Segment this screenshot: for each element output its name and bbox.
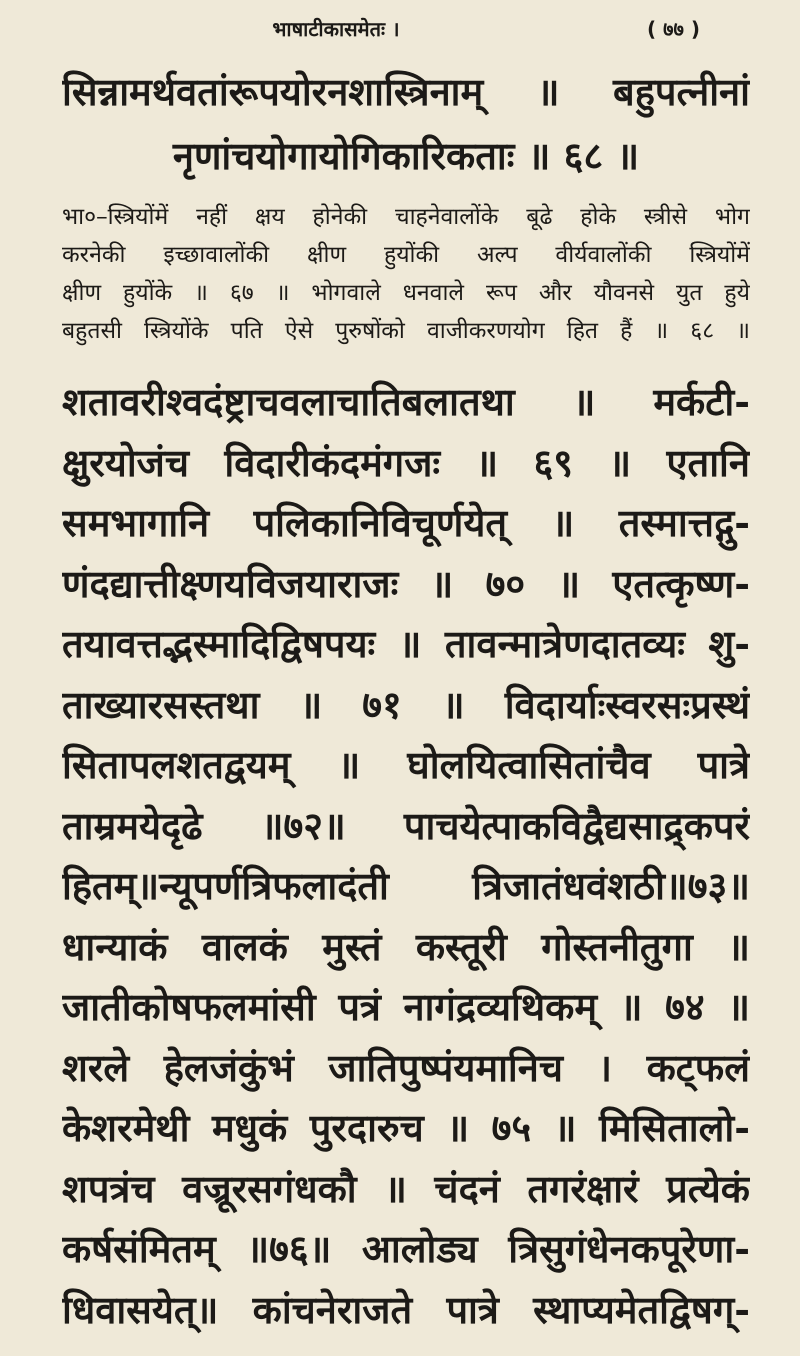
- verse-block-1: [62, 60, 750, 188]
- verse-block-2: [62, 372, 750, 1340]
- verse-line: जातीकोषफलमांसी पत्रं नागंद्रव्यथिकम् ॥ ७४ ॥: [62, 984, 750, 1029]
- commentary-line: करनेकी इच्छावालोंकी क्षीण हुयोंकी अल्प वीर्यवालोंकी स्त्रियोंमें: [62, 242, 750, 268]
- commentary-line: भा०–स्त्रियोंमें नहीं क्षय होनेकी चाहनेवालोंके बूढे होके स्त्रीसे भोग: [62, 204, 750, 230]
- verse-line: समभागानि पलिकानिविचूर्णयेत् ॥ तस्मात्तद्गु-: [62, 500, 750, 545]
- commentary-line: बहुतसी स्त्रियोंके पति ऐसे पुरुषोंको वाजीकरणयोग हित हैं ॥ ६८ ॥: [62, 318, 750, 344]
- verse-line: नृणांचयोगायोगिकारिकताः ॥ ६८ ॥: [172, 133, 640, 178]
- verse-line: सिन्नामर्थवतांरूपयोरनशास्त्रिनाम् ॥ बहुपत्नीनां: [62, 69, 750, 114]
- verse-line: कर्षसंमितम् ॥७६॥ आलोड्य त्रिसुगंधेनकपूरेणा-: [62, 1226, 750, 1271]
- verse-line: शरले हेलजंकुंभं जातिपुष्पंयमानिच । कट्फलं: [62, 1044, 750, 1090]
- page-header: [62, 10, 750, 46]
- verse-line: सितापलशतद्वयम् ॥ घोलयित्वासितांचैव पात्रे: [62, 742, 750, 787]
- running-title: भाषाटीकासमेतः ।: [272, 16, 400, 41]
- page-number: ( ७७ ): [646, 16, 700, 41]
- commentary-block: [62, 198, 750, 350]
- verse-line: धिवासयेत्॥ कांचनेराजते पात्रे स्थाप्यमेतद्विषग्-: [62, 1286, 750, 1332]
- verse-line: क्षुरयोजंच विदारीकंदमंगजः ॥ ६९ ॥ एतानि: [62, 439, 750, 485]
- verse-line: तयावत्तद्भस्मादिद्विषपयः ॥ तावन्मात्रेणदातव्यः शु-: [62, 621, 750, 666]
- verse-line: शपत्रंच वज्रूरसगंधकौ ॥ चंदनं तगरंक्षारं प्रत्येकं: [62, 1165, 750, 1211]
- verse-line: ताख्यारसस्तथा ॥ ७१ ॥ विदार्याःस्वरसःप्रस्थं: [62, 681, 750, 727]
- verse-line: हितम्॥न्यूपर्णत्रिफलादंती त्रिजातंधवंशठी॥७३॥: [62, 863, 750, 908]
- verse-line: धान्याकं वालकं मुस्तं कस्तूरी गोस्तनीतुगा ॥: [62, 923, 750, 969]
- verse-line: शतावरीश्वदंष्ट्राचवलाचातिबलातथा ॥ मर्कटी-: [62, 379, 750, 424]
- verse-line: णंदद्यात्तीक्ष्णयविजयाराजः ॥ ७० ॥ एतत्कृष्ण-: [62, 560, 750, 606]
- verse-line: ताम्रमयेदृढे ॥७२॥ पाचयेत्पाकविद्वैद्यसाद्र्कपरं: [62, 802, 750, 848]
- verse-line: केशरमेथी मधुकं पुरदारुच ॥ ७५ ॥ मिसितालो-: [62, 1105, 750, 1150]
- commentary-line: क्षीण हुयोंके ॥ ६७ ॥ भोगवाले धनवाले रूप और यौवनसे युत हुये: [62, 280, 750, 306]
